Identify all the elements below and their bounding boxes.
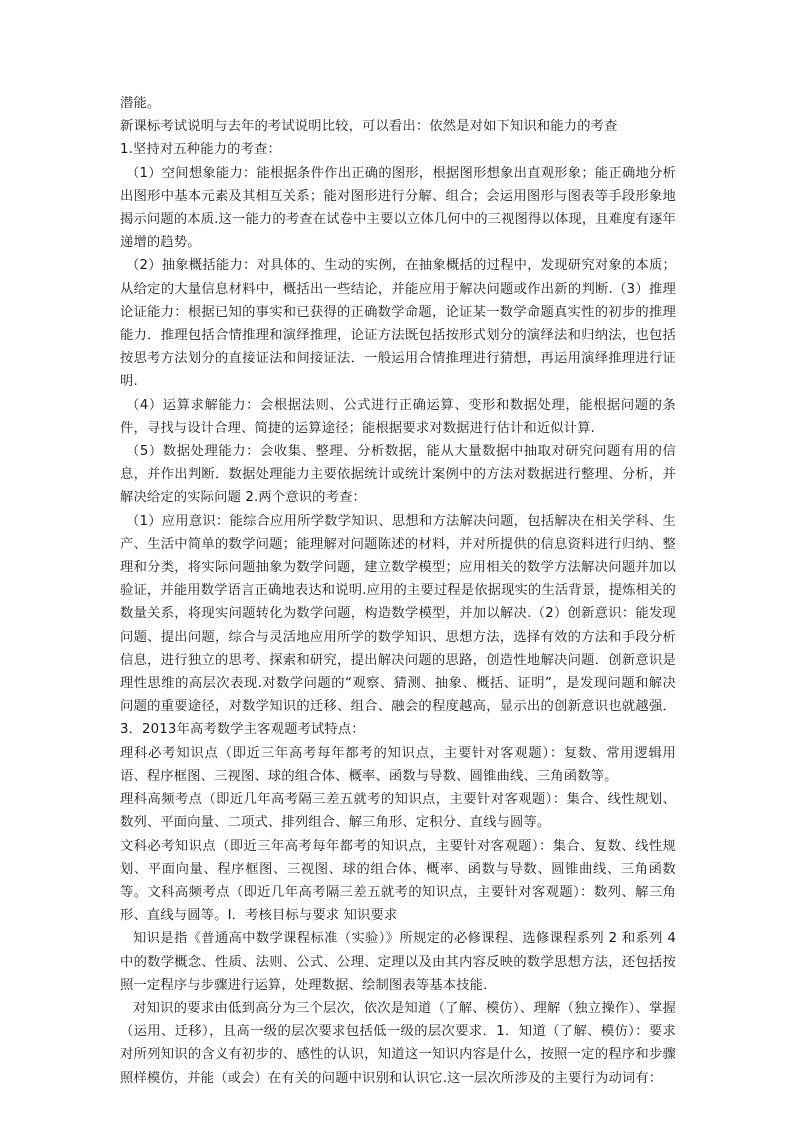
paragraph-knowledge-definition: 知识是指《普通高中数学课程标准（实验）》所规定的必修课程、选修课程系列 2 和系列 4 中的数学概念、性质、法则、公式、公理、定理以及由其内容反映的数学思想方法，还包括按照一定程序与步骤进行运算，处理数据、绘制图表等基本技能.: [120, 931, 676, 993]
paragraph-intro-end: 潜能。: [120, 96, 161, 111]
paragraph-spatial-imagination: （1）空间想象能力：能根据条件作出正确的图形，根据图形想象出直观形象；能正确地分析出图形中基本元素及其相互关系；能对图形进行分解、组合；会运用图形与图表等手段形象地揭示问题的本质.这一能力的考查在试卷中主要以立体几何中的三视图得以体现，且难度有逐年递增的趋势。: [120, 165, 676, 251]
paragraph-five-abilities-heading: 1.坚持对五种能力的考查：: [120, 142, 281, 158]
paragraph-arts-required: 文科必考知识点（即近三年高考每年都考的知识点，主要针对客观题）：集合、复数、线性规划、平面向量、程序框图、三视图、球的组合体、概率、函数与导数、圆锥曲线、三角函数等。文科高频考点（即近几年高考隔三差五就考的知识点，主要针对客观题）：数列、解三角形、直线与圆等。Ⅰ．考核目标与要求 知识要求: [120, 838, 676, 924]
paragraph-application-innovation: （1）应用意识：能综合应用所学数学知识、思想和方法解决问题，包括解决在相关学科、生产、生活中简单的数学问题；能理解对问题陈述的材料，并对所提供的信息资料进行归纳、整理和分类，将实际问题抽象为数学问题，建立数学模型；应用相关的数学方法解决问题并加以验证，并能用数学语言正确地表达和说明.应用的主要过程是依据现实的生活背景，提炼相关的数量关系，将现实问题转化为数学问题，构造数学模型，并加以解决.（2）创新意识：能发现问题、提出问题，综合与灵活地应用所学的数学知识、思想方法，选择有效的方法和手段分析信息，进行独立的思考、探索和研究，提出解决问题的思路，创造性地解决问题．创新意识是理性思维的高层次表现.对数学问题的“观察、猜测、抽象、概括、证明”，是发现问题和解决问题的重要途径，对数学知识的迁移、组合、融会的程度越高，显示出的创新意识也就越强．3．2013年高考数学主客观题考试特点：: [120, 513, 676, 738]
paragraph-computation: （4）运算求解能力：会根据法则、公式进行正确运算、变形和数据处理，能根据问题的条件，寻找与设计合理、简捷的运算途径；能根据要求对数据进行估计和近似计算.: [120, 397, 676, 436]
paragraph-abstraction-reasoning: （2）抽象概括能力：对具体的、生动的实例，在抽象概括的过程中，发现研究对象的本质；从给定的大量信息材料中，概括出一些结论，并能应用于解决问题或作出新的判断.（3）推理论证能力：根据已知的事实和已获得的正确数学命题，论证某一数学命题真实性的初步的推理能力．推理包括合情推理和演绎推理，论证方法既包括按形式划分的演绎法和归纳法，也包括按思考方法划分的直接证法和间接证法．一般运用合情推理进行猜想，再运用演绎推理进行证明.: [120, 258, 676, 390]
paragraph-knowledge-levels: 对知识的要求由低到高分为三个层次，依次是知道（了解、模仿）、理解（独立操作）、掌握（运用、迁移），且高一级的层次要求包括低一级的层次要求．1．知道（了解、模仿）：要求对所列知识的含义有初步的、感性的认识，知道这一知识内容是什么，按照一定的程序和步骤照样模仿，并能（或会）在有关的问题中识别和认识它.这一层次所涉及的主要行为动词有：: [120, 1000, 676, 1086]
paragraph-science-required: 理科必考知识点（即近三年高考每年都考的知识点，主要针对客观题）：复数、常用逻辑用语、程序框图、三视图、球的组合体、概率、函数与导数、圆锥曲线、三角函数等。: [120, 745, 676, 784]
paragraph-comparison: 新课标考试说明与去年的考试说明比较，可以看出：依然是对如下知识和能力的考查: [120, 119, 618, 135]
paragraph-data-processing: （5）数据处理能力：会收集、整理、分析数据，能从大量数据中抽取对研究问题有用的信息，并作出判断．数据处理能力主要依据统计或统计案例中的方法对数据进行整理、分析，并解决给定的实际问题 2.两个意识的考查：: [120, 444, 676, 506]
paragraph-science-frequent: 理科高频考点（即近几年高考隔三差五就考的知识点，主要针对客观题）：集合、线性规划、数列、平面向量、二项式、排列组合、解三角形、定积分、直线与圆等。: [120, 792, 676, 831]
document-body: [120, 92, 676, 1090]
